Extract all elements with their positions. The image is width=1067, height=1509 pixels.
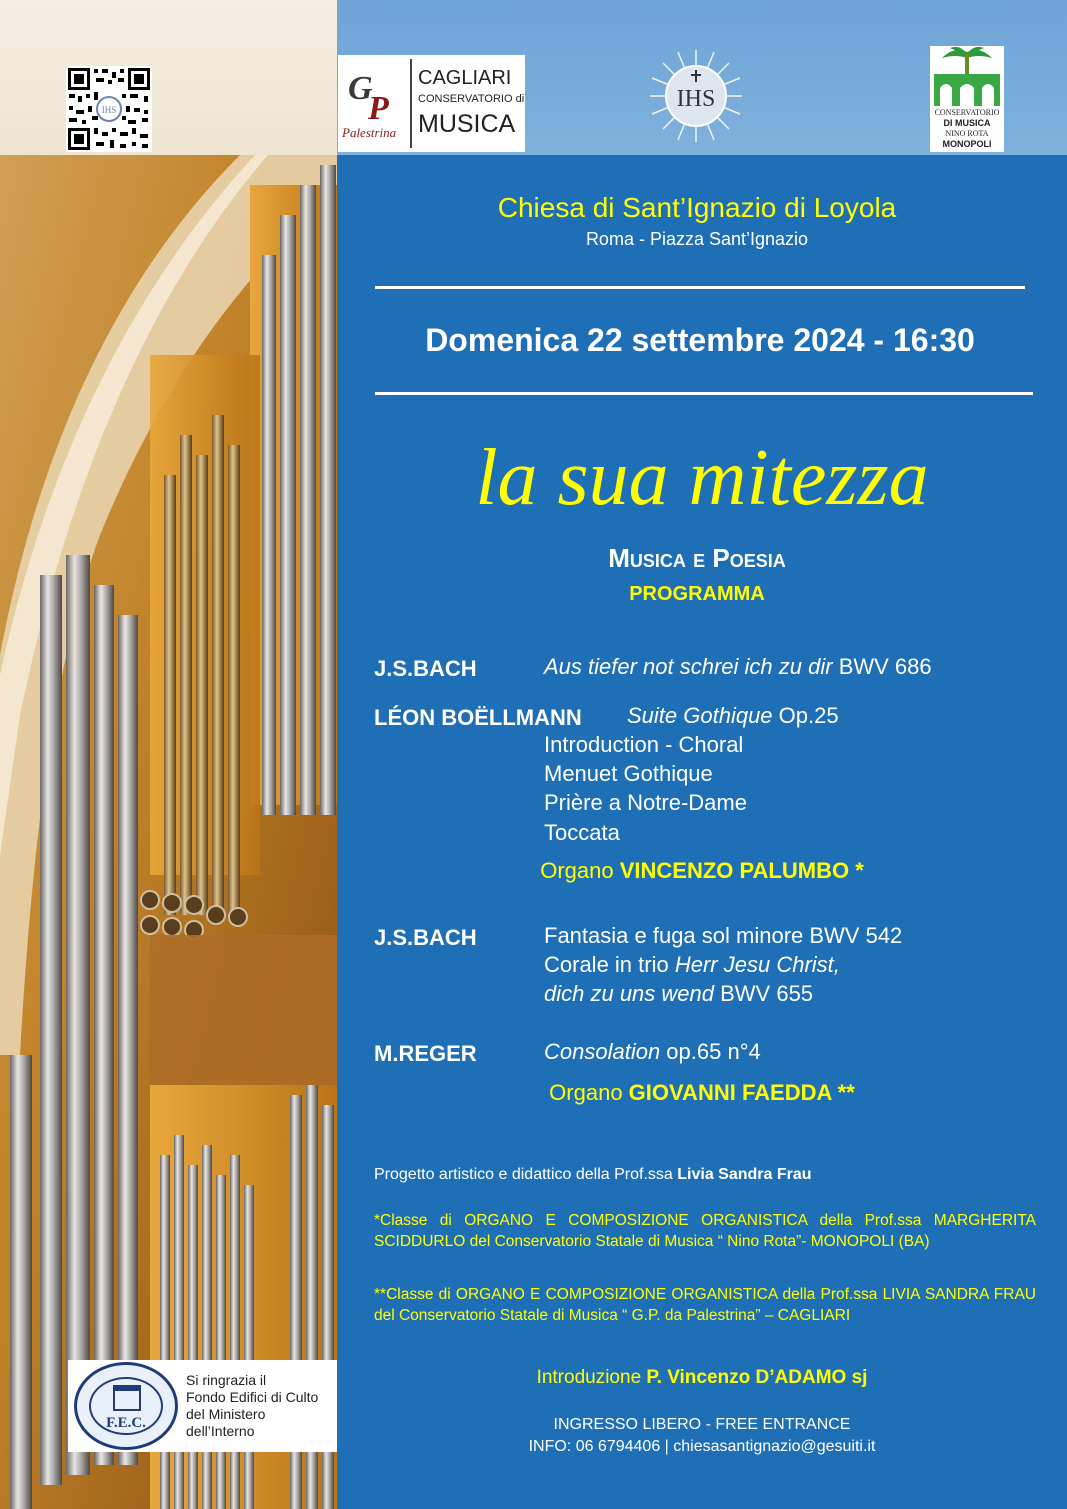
church-address: Roma - Piazza Sant’Ignazio	[585, 229, 809, 249]
svg-text:IHS: IHS	[101, 105, 117, 115]
work-bach-686	[544, 654, 932, 680]
work-suite-gothique-op: Op.25	[772, 703, 839, 728]
fec-seal-label: F.E.C.	[106, 1415, 146, 1431]
organ-photo	[0, 155, 337, 1509]
conservatorio-label: CONSERVATORIO di	[418, 93, 525, 105]
work-bach-686-cat: BWV 686	[832, 654, 932, 679]
contact-info[interactable]: INFO: 06 6794406 | chiesasantignazio@gesuiti.it	[528, 1438, 876, 1455]
fec-line-1: Si ringrazia il	[186, 1372, 267, 1388]
work-bach-655-cat: BWV 655	[714, 981, 814, 1006]
svg-text:G: G	[348, 70, 373, 107]
organist-2-label: Organo	[549, 1080, 629, 1105]
ihs-emblem	[648, 48, 744, 144]
fec-text	[186, 1372, 318, 1440]
fec-line-3: del Ministero	[186, 1406, 266, 1422]
footnote-2: **Classe di ORGANO E COMPOSIZIONE ORGANISTICA della Prof.ssa LIVIA SANDRA FRAU del Conservatorio Statale di Musica “ G.P. da Palestrina” – CAGLIARI	[374, 1286, 1036, 1324]
work-bach-655-line-2	[544, 981, 813, 1007]
building-icon	[113, 1385, 141, 1411]
ministry-seal	[74, 1362, 178, 1450]
project-credit	[374, 1166, 812, 1184]
work-bach-542: Fantasia e fuga sol minore BWV 542	[544, 923, 903, 948]
composer-bach-1: J.S.BACH	[374, 656, 477, 681]
monopoli-label-1: CONSERVATORIO	[934, 108, 1000, 117]
work-suite-gothique-title: Suite Gothique	[627, 703, 773, 728]
concert-title: la sua mitezza	[475, 434, 929, 522]
palm-arches-icon	[930, 46, 1004, 108]
palestrina-script: Palestrina	[342, 125, 397, 140]
work-bach-655-line-1	[544, 952, 840, 978]
movement-2: Menuet Gothique	[544, 761, 713, 786]
musica-label: MUSICA	[418, 110, 516, 138]
church-name: Chiesa di Sant’Ignazio di Loyola	[497, 192, 897, 223]
composer-reger: M.REGER	[374, 1041, 477, 1066]
organist-2	[337, 1080, 1067, 1106]
organist-1-name: VINCENZO PALUMBO *	[619, 858, 864, 883]
organist-2-name: GIOVANNI FAEDDA **	[628, 1080, 855, 1105]
free-entrance: INGRESSO LIBERO - FREE ENTRANCE	[553, 1416, 851, 1433]
monopoli-label-2: DI MUSICA	[943, 118, 991, 128]
footnote-1: *Classe di ORGANO E COMPOSIZIONE ORGANISTICA della Prof.ssa MARGHERITA SCIDDURLO del Conservatorio Statale di Musica “ Nino Rota”- MONOPOLI (BA)	[374, 1212, 1036, 1250]
fec-line-4: dell’Interno	[186, 1423, 255, 1439]
monopoli-label-4: MONOPOLI	[942, 139, 992, 149]
composer-bach-2: J.S.BACH	[374, 925, 477, 950]
work-bach-655-title-2: dich zu uns wend	[544, 981, 714, 1006]
movement-1: Introduction - Choral	[544, 732, 744, 757]
movement-3: Prière a Notre-Dame	[544, 790, 747, 815]
project-credit-name: Livia Sandra Frau	[677, 1166, 812, 1183]
composer-boellmann: LÉON BOËLLMANN	[374, 705, 582, 730]
work-consolation	[544, 1039, 761, 1065]
work-suite-gothique	[627, 703, 839, 729]
divider-top	[375, 286, 1025, 289]
concert-subtitle: Musica e Poesia	[608, 543, 786, 573]
organist-1	[337, 858, 1067, 884]
work-consolation-title: Consolation	[544, 1039, 661, 1064]
logo-divider	[410, 59, 412, 148]
cagliari-label: CAGLIARI	[418, 67, 512, 89]
movement-4: Toccata	[544, 820, 620, 845]
monopoli-label-3: NINO ROTA	[945, 129, 989, 138]
qr-code[interactable]	[66, 66, 152, 152]
work-bach-655-prefix: Corale in trio	[544, 952, 675, 977]
monopoli-conservatory-logo	[930, 46, 1004, 152]
svg-text:P: P	[368, 90, 389, 127]
introduction-label: Introduzione	[536, 1367, 647, 1388]
event-date: Domenica 22 settembre 2024 - 16:30	[425, 322, 975, 358]
work-consolation-op: op.65 n°4	[660, 1039, 761, 1064]
palestrina-monogram	[342, 61, 408, 145]
programma-heading: PROGRAMMA	[629, 583, 765, 605]
left-header-area	[0, 0, 337, 155]
project-credit-text: Progetto artistico e didattico della Prof.ssa	[374, 1166, 678, 1183]
introduction	[337, 1367, 1067, 1389]
fec-line-2: Fondo Edifici di Culto	[186, 1389, 319, 1405]
work-bach-655-title-1: Herr Jesu Christ,	[674, 952, 840, 977]
ihs-label: IHS	[676, 86, 716, 112]
cagliari-conservatory-logo	[338, 55, 525, 152]
organist-1-label: Organo	[540, 858, 620, 883]
fec-badge	[68, 1360, 337, 1452]
work-bach-686-title: Aus tiefer not schrei ich zu dir	[544, 654, 833, 679]
divider-bottom	[375, 392, 1033, 395]
introduction-name: P. Vincenzo D’ADAMO sj	[646, 1367, 868, 1388]
